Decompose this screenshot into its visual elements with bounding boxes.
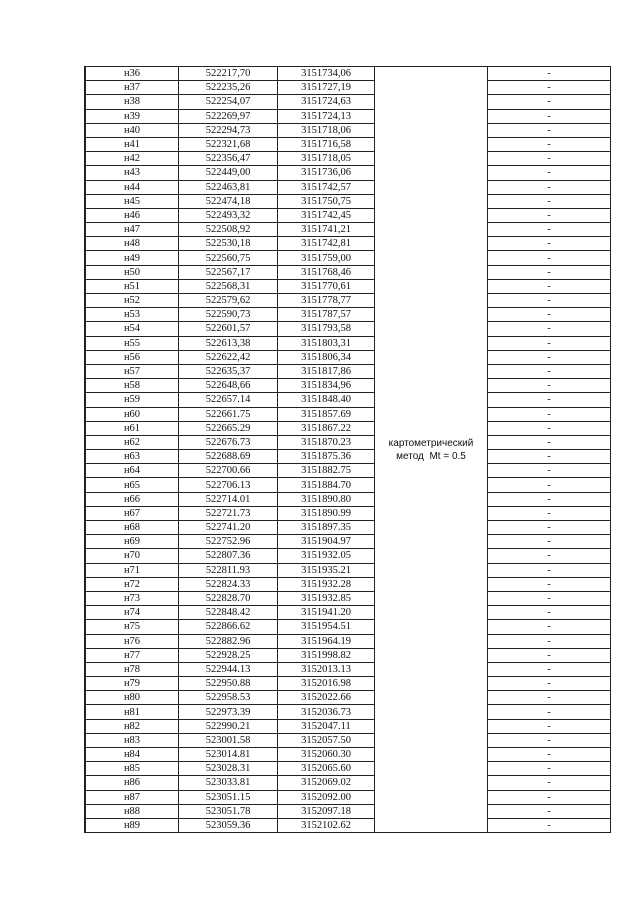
table-row xyxy=(85,194,611,208)
table-row xyxy=(85,790,611,804)
point-name-cell: н61 xyxy=(85,421,179,435)
note-cell: - xyxy=(488,790,611,804)
table-row xyxy=(85,577,611,591)
note-cell: - xyxy=(488,634,611,648)
point-name-cell: н49 xyxy=(85,251,179,265)
table-row xyxy=(85,776,611,790)
note-cell: - xyxy=(488,648,611,662)
point-name-cell: н62 xyxy=(85,435,179,449)
point-name-cell: н77 xyxy=(85,648,179,662)
y-coordinate-cell: 3151817,86 xyxy=(278,364,375,378)
table-row xyxy=(85,350,611,364)
note-cell: - xyxy=(488,223,611,237)
y-coordinate-cell: 3152102.62 xyxy=(278,818,375,832)
coordinates-table-body xyxy=(85,67,611,833)
note-cell: - xyxy=(488,407,611,421)
y-coordinate-cell: 3151742,81 xyxy=(278,237,375,251)
note-cell: - xyxy=(488,294,611,308)
note-cell: - xyxy=(488,123,611,137)
point-name-cell: н76 xyxy=(85,634,179,648)
x-coordinate-cell: 522657.14 xyxy=(179,393,278,407)
point-name-cell: н68 xyxy=(85,521,179,535)
note-cell: - xyxy=(488,662,611,676)
x-coordinate-cell: 522688.69 xyxy=(179,450,278,464)
point-name-cell: н65 xyxy=(85,478,179,492)
note-cell: - xyxy=(488,535,611,549)
point-name-cell: н73 xyxy=(85,591,179,605)
y-coordinate-cell: 3152016.98 xyxy=(278,677,375,691)
note-cell: - xyxy=(488,549,611,563)
table-row xyxy=(85,563,611,577)
x-coordinate-cell: 522449,00 xyxy=(179,166,278,180)
y-coordinate-cell: 3151882.75 xyxy=(278,464,375,478)
y-coordinate-cell: 3151750,75 xyxy=(278,194,375,208)
table-row xyxy=(85,166,611,180)
point-name-cell: н82 xyxy=(85,719,179,733)
point-name-cell: н59 xyxy=(85,393,179,407)
note-cell: - xyxy=(488,492,611,506)
point-name-cell: н54 xyxy=(85,322,179,336)
note-cell: - xyxy=(488,691,611,705)
table-row xyxy=(85,549,611,563)
note-cell: - xyxy=(488,421,611,435)
note-cell: - xyxy=(488,818,611,832)
note-cell: - xyxy=(488,109,611,123)
point-name-cell: н66 xyxy=(85,492,179,506)
y-coordinate-cell: 3151890.80 xyxy=(278,492,375,506)
point-name-cell: н83 xyxy=(85,733,179,747)
y-coordinate-cell: 3151759,00 xyxy=(278,251,375,265)
y-coordinate-cell: 3151742,45 xyxy=(278,208,375,222)
point-name-cell: н70 xyxy=(85,549,179,563)
x-coordinate-cell: 522254,07 xyxy=(179,95,278,109)
x-coordinate-cell: 523051.78 xyxy=(179,804,278,818)
table-row xyxy=(85,180,611,194)
table-row xyxy=(85,719,611,733)
note-cell: - xyxy=(488,450,611,464)
y-coordinate-cell: 3151932.28 xyxy=(278,577,375,591)
x-coordinate-cell: 522613,38 xyxy=(179,336,278,350)
y-coordinate-cell: 3152036.73 xyxy=(278,705,375,719)
point-name-cell: н79 xyxy=(85,677,179,691)
table-row xyxy=(85,435,611,449)
x-coordinate-cell: 522973.39 xyxy=(179,705,278,719)
note-cell: - xyxy=(488,180,611,194)
table-row xyxy=(85,634,611,648)
y-coordinate-cell: 3152069.02 xyxy=(278,776,375,790)
note-cell: - xyxy=(488,677,611,691)
x-coordinate-cell: 522676.73 xyxy=(179,435,278,449)
x-coordinate-cell: 522958.53 xyxy=(179,691,278,705)
x-coordinate-cell: 522601,57 xyxy=(179,322,278,336)
x-coordinate-cell: 522648,66 xyxy=(179,379,278,393)
x-coordinate-cell: 523014.81 xyxy=(179,748,278,762)
y-coordinate-cell: 3151778,77 xyxy=(278,294,375,308)
point-name-cell: н57 xyxy=(85,364,179,378)
y-coordinate-cell: 3152092.00 xyxy=(278,790,375,804)
x-coordinate-cell: 522824.33 xyxy=(179,577,278,591)
x-coordinate-cell: 523001.58 xyxy=(179,733,278,747)
note-cell: - xyxy=(488,265,611,279)
table-row xyxy=(85,804,611,818)
note-cell: - xyxy=(488,748,611,762)
y-coordinate-cell: 3152047.11 xyxy=(278,719,375,733)
y-coordinate-cell: 3152022.66 xyxy=(278,691,375,705)
y-coordinate-cell: 3151890.99 xyxy=(278,506,375,520)
note-cell: - xyxy=(488,379,611,393)
x-coordinate-cell: 522700.66 xyxy=(179,464,278,478)
y-coordinate-cell: 3151848.40 xyxy=(278,393,375,407)
note-cell: - xyxy=(488,506,611,520)
y-coordinate-cell: 3151935.21 xyxy=(278,563,375,577)
point-name-cell: н89 xyxy=(85,818,179,832)
point-name-cell: н85 xyxy=(85,762,179,776)
table-row xyxy=(85,691,611,705)
y-coordinate-cell: 3151932.85 xyxy=(278,591,375,605)
x-coordinate-cell: 522356,47 xyxy=(179,152,278,166)
point-name-cell: н39 xyxy=(85,109,179,123)
method-line-1: картометрический xyxy=(388,437,474,449)
y-coordinate-cell: 3152060.30 xyxy=(278,748,375,762)
table-row xyxy=(85,762,611,776)
table-row xyxy=(85,223,611,237)
note-cell: - xyxy=(488,350,611,364)
x-coordinate-cell: 523051.15 xyxy=(179,790,278,804)
note-cell: - xyxy=(488,521,611,535)
table-row xyxy=(85,364,611,378)
x-coordinate-cell: 522508,92 xyxy=(179,223,278,237)
y-coordinate-cell: 3151787,57 xyxy=(278,308,375,322)
x-coordinate-cell: 522721.73 xyxy=(179,506,278,520)
note-cell: - xyxy=(488,152,611,166)
note-cell: - xyxy=(488,762,611,776)
note-cell: - xyxy=(488,166,611,180)
y-coordinate-cell: 3152097.18 xyxy=(278,804,375,818)
note-cell: - xyxy=(488,804,611,818)
point-name-cell: н84 xyxy=(85,748,179,762)
method-line-2: метод Mt = 0.5 xyxy=(396,450,466,462)
y-coordinate-cell: 3151954.51 xyxy=(278,620,375,634)
table-row xyxy=(85,407,611,421)
table-row xyxy=(85,648,611,662)
x-coordinate-cell: 522635,37 xyxy=(179,364,278,378)
point-name-cell: н43 xyxy=(85,166,179,180)
point-name-cell: н55 xyxy=(85,336,179,350)
point-name-cell: н81 xyxy=(85,705,179,719)
y-coordinate-cell: 3151793,58 xyxy=(278,322,375,336)
table-row xyxy=(85,379,611,393)
x-coordinate-cell: 522269,97 xyxy=(179,109,278,123)
y-coordinate-cell: 3151870.23 xyxy=(278,435,375,449)
point-name-cell: н75 xyxy=(85,620,179,634)
table-row xyxy=(85,265,611,279)
y-coordinate-cell: 3152057.50 xyxy=(278,733,375,747)
note-cell: - xyxy=(488,322,611,336)
point-name-cell: н74 xyxy=(85,606,179,620)
x-coordinate-cell: 522706.13 xyxy=(179,478,278,492)
table-row xyxy=(85,591,611,605)
point-name-cell: н71 xyxy=(85,563,179,577)
table-row xyxy=(85,95,611,109)
x-coordinate-cell: 522493,32 xyxy=(179,208,278,222)
coordinates-sheet xyxy=(84,66,611,833)
note-cell: - xyxy=(488,308,611,322)
note-cell: - xyxy=(488,620,611,634)
x-coordinate-cell: 522714.01 xyxy=(179,492,278,506)
point-name-cell: н41 xyxy=(85,137,179,151)
note-cell: - xyxy=(488,137,611,151)
table-row xyxy=(85,123,611,137)
note-cell: - xyxy=(488,435,611,449)
x-coordinate-cell: 523059.36 xyxy=(179,818,278,832)
x-coordinate-cell: 522944.13 xyxy=(179,662,278,676)
table-row xyxy=(85,393,611,407)
x-coordinate-cell: 522217,70 xyxy=(179,67,278,81)
table-row xyxy=(85,208,611,222)
point-name-cell: н87 xyxy=(85,790,179,804)
table-row xyxy=(85,733,611,747)
point-name-cell: н50 xyxy=(85,265,179,279)
point-name-cell: н58 xyxy=(85,379,179,393)
y-coordinate-cell: 3151964.19 xyxy=(278,634,375,648)
point-name-cell: н48 xyxy=(85,237,179,251)
table-row xyxy=(85,279,611,293)
y-coordinate-cell: 3151875.36 xyxy=(278,450,375,464)
method-cell xyxy=(375,67,488,833)
point-name-cell: н56 xyxy=(85,350,179,364)
table-row xyxy=(85,251,611,265)
x-coordinate-cell: 522665.29 xyxy=(179,421,278,435)
point-name-cell: н42 xyxy=(85,152,179,166)
y-coordinate-cell: 3151834,96 xyxy=(278,379,375,393)
x-coordinate-cell: 522811.93 xyxy=(179,563,278,577)
note-cell: - xyxy=(488,393,611,407)
x-coordinate-cell: 522294,73 xyxy=(179,123,278,137)
point-name-cell: н38 xyxy=(85,95,179,109)
table-row xyxy=(85,336,611,350)
table-row xyxy=(85,109,611,123)
note-cell: - xyxy=(488,194,611,208)
y-coordinate-cell: 3151867.22 xyxy=(278,421,375,435)
table-row xyxy=(85,606,611,620)
note-cell: - xyxy=(488,776,611,790)
table-row xyxy=(85,81,611,95)
table-row xyxy=(85,535,611,549)
x-coordinate-cell: 522866.62 xyxy=(179,620,278,634)
x-coordinate-cell: 522321,68 xyxy=(179,137,278,151)
table-row xyxy=(85,464,611,478)
y-coordinate-cell: 3151724,63 xyxy=(278,95,375,109)
y-coordinate-cell: 3151897.35 xyxy=(278,521,375,535)
point-name-cell: н40 xyxy=(85,123,179,137)
x-coordinate-cell: 522752.96 xyxy=(179,535,278,549)
x-coordinate-cell: 522590,73 xyxy=(179,308,278,322)
table-row xyxy=(85,818,611,832)
y-coordinate-cell: 3151742,57 xyxy=(278,180,375,194)
y-coordinate-cell: 3151734,06 xyxy=(278,67,375,81)
y-coordinate-cell: 3151718,06 xyxy=(278,123,375,137)
note-cell: - xyxy=(488,251,611,265)
table-row xyxy=(85,662,611,676)
point-name-cell: н88 xyxy=(85,804,179,818)
point-name-cell: н72 xyxy=(85,577,179,591)
y-coordinate-cell: 3151768,46 xyxy=(278,265,375,279)
table-row xyxy=(85,322,611,336)
y-coordinate-cell: 3151727,19 xyxy=(278,81,375,95)
y-coordinate-cell: 3152065.60 xyxy=(278,762,375,776)
y-coordinate-cell: 3151998.82 xyxy=(278,648,375,662)
note-cell: - xyxy=(488,95,611,109)
x-coordinate-cell: 522622,42 xyxy=(179,350,278,364)
note-cell: - xyxy=(488,606,611,620)
x-coordinate-cell: 522848.42 xyxy=(179,606,278,620)
table-row xyxy=(85,294,611,308)
note-cell: - xyxy=(488,464,611,478)
note-cell: - xyxy=(488,719,611,733)
point-name-cell: н46 xyxy=(85,208,179,222)
y-coordinate-cell: 3151932.05 xyxy=(278,549,375,563)
note-cell: - xyxy=(488,237,611,251)
x-coordinate-cell: 522568,31 xyxy=(179,279,278,293)
table-row xyxy=(85,137,611,151)
table-row xyxy=(85,748,611,762)
y-coordinate-cell: 3151857.69 xyxy=(278,407,375,421)
x-coordinate-cell: 523033.81 xyxy=(179,776,278,790)
table-row xyxy=(85,308,611,322)
point-name-cell: н67 xyxy=(85,506,179,520)
y-coordinate-cell: 3151724,13 xyxy=(278,109,375,123)
note-cell: - xyxy=(488,577,611,591)
note-cell: - xyxy=(488,478,611,492)
x-coordinate-cell: 522741.20 xyxy=(179,521,278,535)
y-coordinate-cell: 3151904.97 xyxy=(278,535,375,549)
y-coordinate-cell: 3151741,21 xyxy=(278,223,375,237)
point-name-cell: н45 xyxy=(85,194,179,208)
table-row xyxy=(85,421,611,435)
point-name-cell: н69 xyxy=(85,535,179,549)
x-coordinate-cell: 522235,26 xyxy=(179,81,278,95)
table-row xyxy=(85,450,611,464)
table-row xyxy=(85,521,611,535)
coordinates-table xyxy=(84,66,611,833)
y-coordinate-cell: 3151718,05 xyxy=(278,152,375,166)
point-name-cell: н80 xyxy=(85,691,179,705)
x-coordinate-cell: 522463,81 xyxy=(179,180,278,194)
point-name-cell: н47 xyxy=(85,223,179,237)
point-name-cell: н53 xyxy=(85,308,179,322)
note-cell: - xyxy=(488,364,611,378)
x-coordinate-cell: 522474,18 xyxy=(179,194,278,208)
point-name-cell: н37 xyxy=(85,81,179,95)
point-name-cell: н36 xyxy=(85,67,179,81)
table-row xyxy=(85,152,611,166)
point-name-cell: н63 xyxy=(85,450,179,464)
note-cell: - xyxy=(488,705,611,719)
table-row xyxy=(85,506,611,520)
y-coordinate-cell: 3152013.13 xyxy=(278,662,375,676)
x-coordinate-cell: 522882.96 xyxy=(179,634,278,648)
point-name-cell: н64 xyxy=(85,464,179,478)
x-coordinate-cell: 522661.75 xyxy=(179,407,278,421)
table-row xyxy=(85,677,611,691)
x-coordinate-cell: 522530,18 xyxy=(179,237,278,251)
point-name-cell: н86 xyxy=(85,776,179,790)
y-coordinate-cell: 3151803,31 xyxy=(278,336,375,350)
note-cell: - xyxy=(488,563,611,577)
table-row xyxy=(85,705,611,719)
table-row xyxy=(85,67,611,81)
y-coordinate-cell: 3151806,34 xyxy=(278,350,375,364)
note-cell: - xyxy=(488,591,611,605)
point-name-cell: н60 xyxy=(85,407,179,421)
note-cell: - xyxy=(488,208,611,222)
note-cell: - xyxy=(488,336,611,350)
note-cell: - xyxy=(488,279,611,293)
table-row xyxy=(85,478,611,492)
point-name-cell: н44 xyxy=(85,180,179,194)
table-row xyxy=(85,237,611,251)
note-cell: - xyxy=(488,733,611,747)
y-coordinate-cell: 3151770,61 xyxy=(278,279,375,293)
y-coordinate-cell: 3151941.20 xyxy=(278,606,375,620)
note-cell: - xyxy=(488,67,611,81)
x-coordinate-cell: 522567,17 xyxy=(179,265,278,279)
point-name-cell: н52 xyxy=(85,294,179,308)
x-coordinate-cell: 522560,75 xyxy=(179,251,278,265)
x-coordinate-cell: 522990.21 xyxy=(179,719,278,733)
x-coordinate-cell: 522807.36 xyxy=(179,549,278,563)
y-coordinate-cell: 3151716,58 xyxy=(278,137,375,151)
table-row xyxy=(85,620,611,634)
x-coordinate-cell: 522579,62 xyxy=(179,294,278,308)
y-coordinate-cell: 3151736,06 xyxy=(278,166,375,180)
y-coordinate-cell: 3151884.70 xyxy=(278,478,375,492)
x-coordinate-cell: 522928.25 xyxy=(179,648,278,662)
table-row xyxy=(85,492,611,506)
x-coordinate-cell: 522950.88 xyxy=(179,677,278,691)
point-name-cell: н51 xyxy=(85,279,179,293)
point-name-cell: н78 xyxy=(85,662,179,676)
x-coordinate-cell: 523028.31 xyxy=(179,762,278,776)
note-cell: - xyxy=(488,81,611,95)
x-coordinate-cell: 522828.70 xyxy=(179,591,278,605)
